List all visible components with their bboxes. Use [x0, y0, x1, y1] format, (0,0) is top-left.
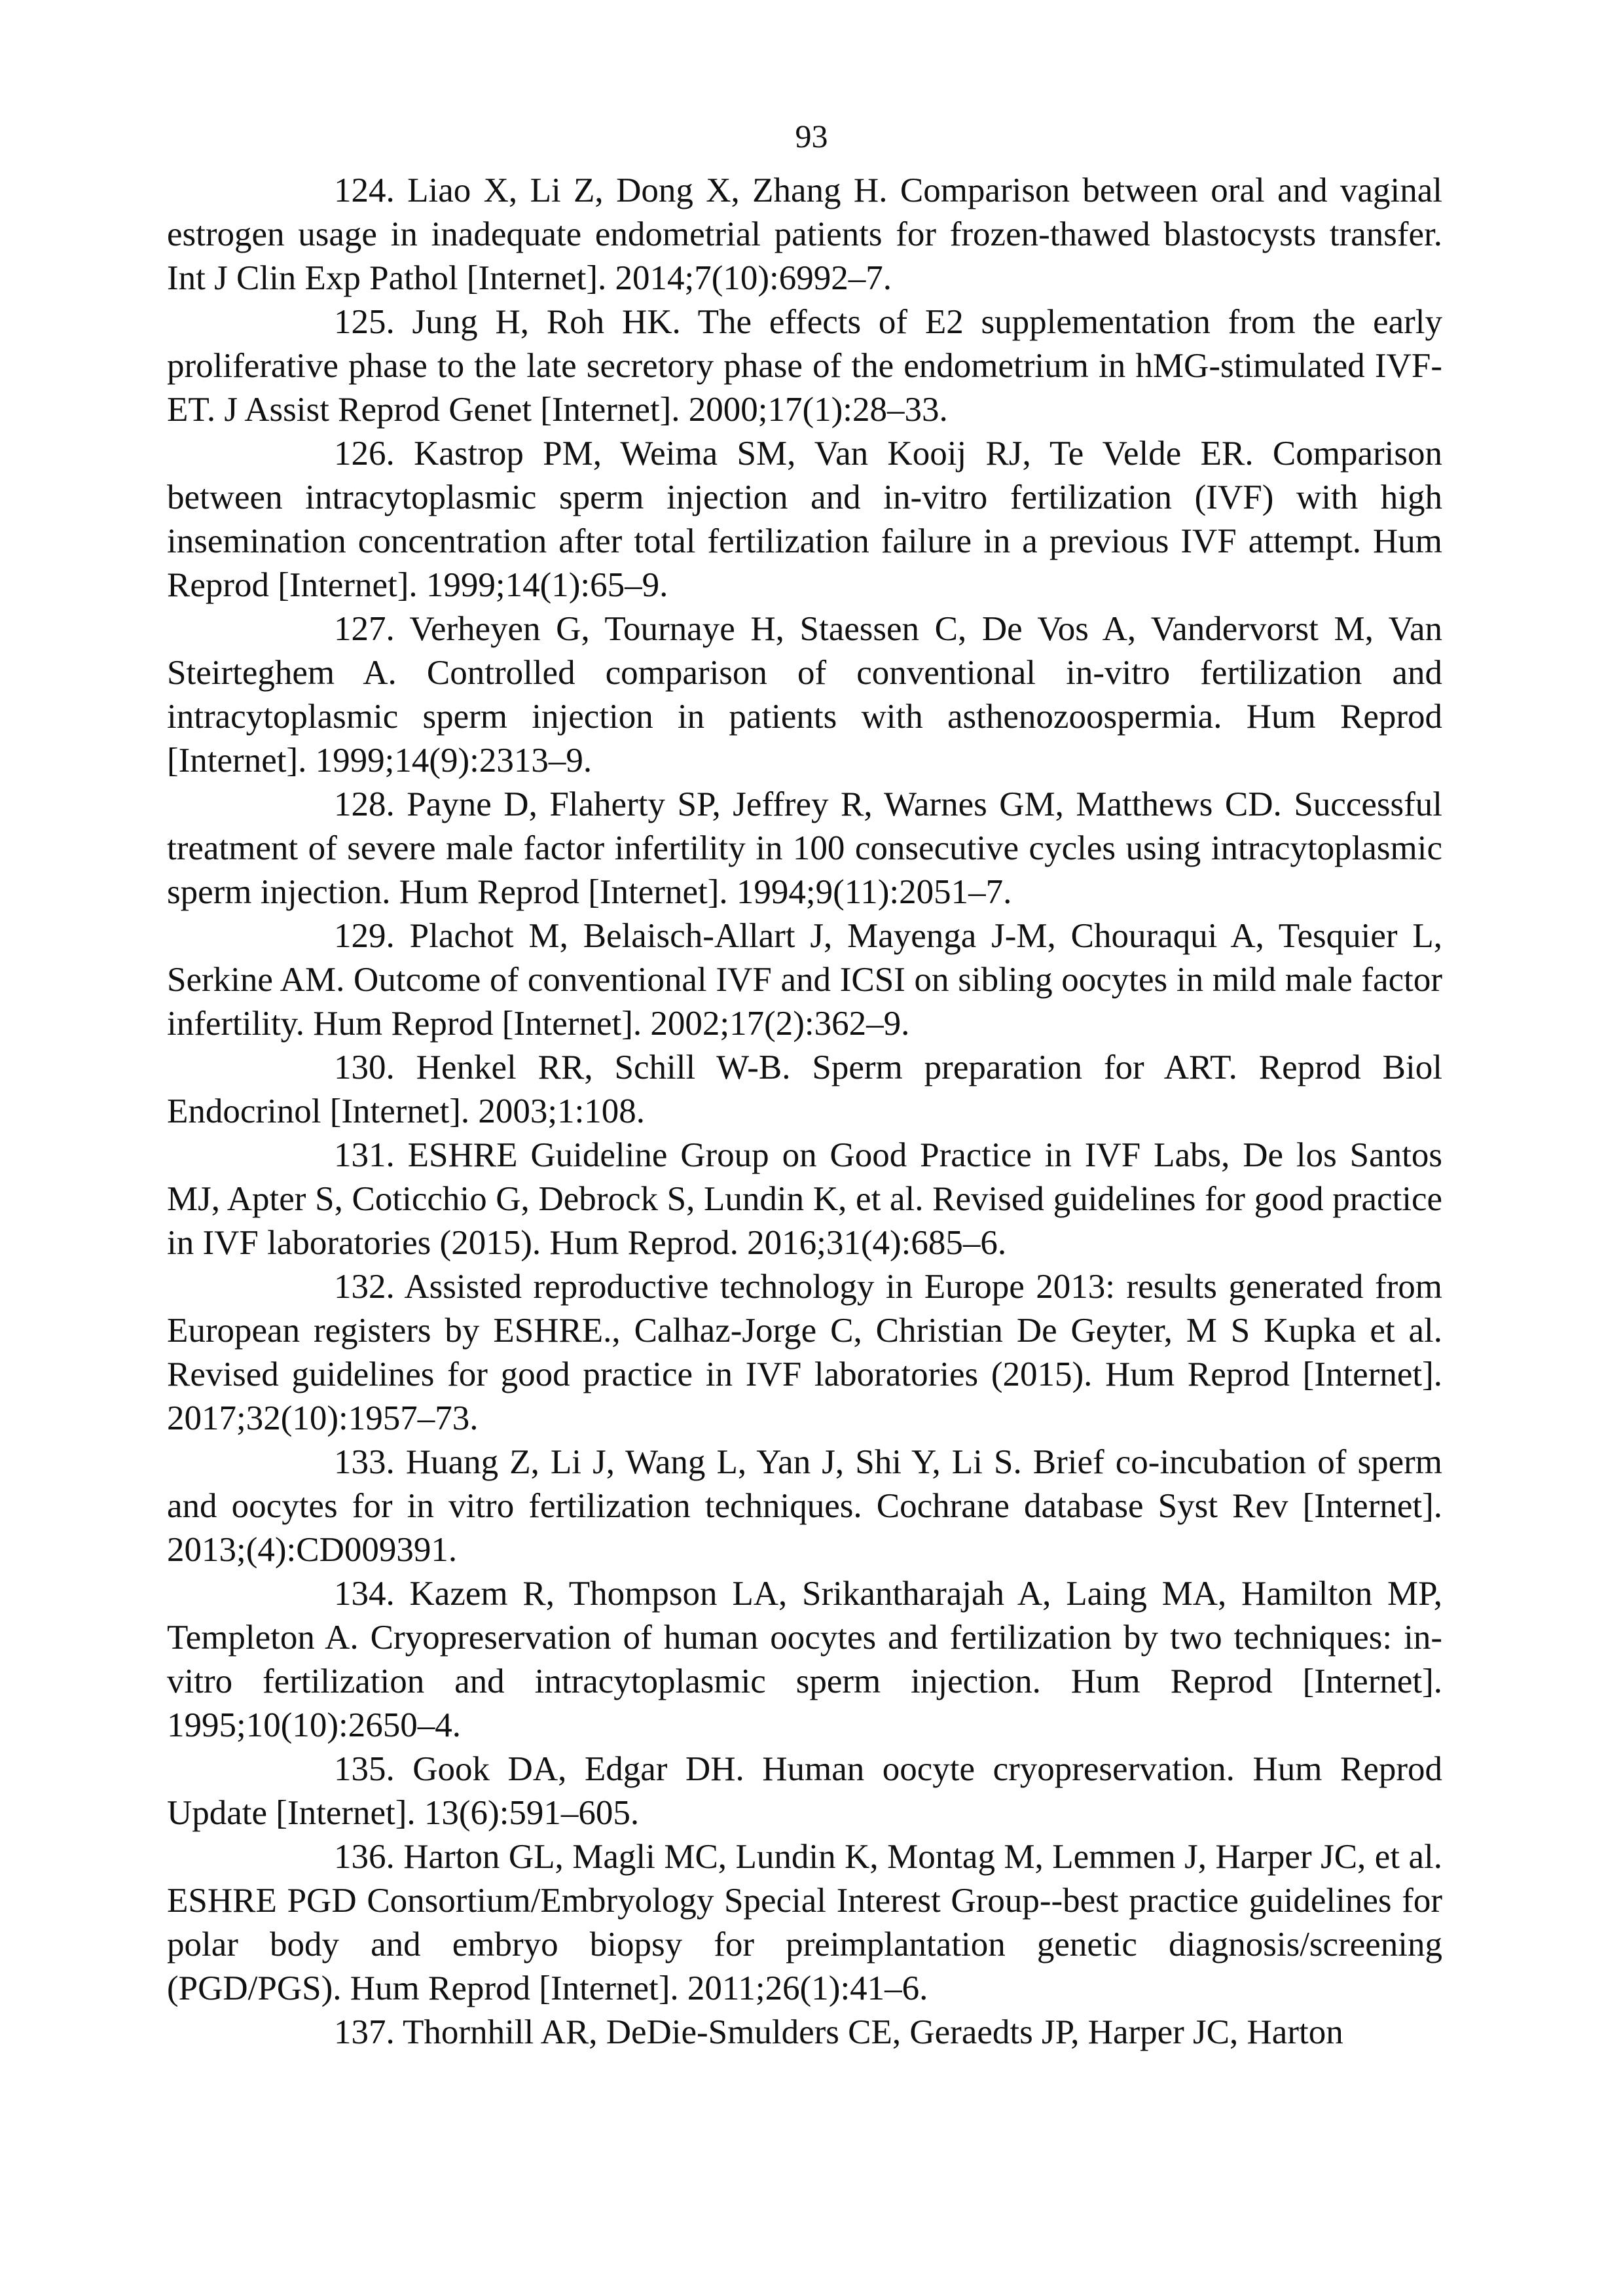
- reference-item: 126. Kastrop PM, Weima SM, Van Kooij RJ, Te Velde ER. Comparison between intracytoplasmic sperm injection and in-vitro fertilization (IVF) with high insemination concentration after total fertilization failure in a previous IVF attempt. Hum Reprod [Internet]. 1999;14(1):65–9.: [167, 435, 1442, 604]
- reference-item: 129. Plachot M, Belaisch-Allart J, Mayenga J-M, Chouraqui A, Tesquier L, Serkine AM. Outcome of conventional IVF and ICSI on sibling oocytes in mild male factor infertility. Hum Reprod [Internet]. 2002;17(2):362–9.: [167, 917, 1442, 1043]
- reference-item: 124. Liao X, Li Z, Dong X, Zhang H. Comparison between oral and vaginal estrogen usage in inadequate endometrial patients for frozen-thawed blastocysts transfer. Int J Clin Exp Pathol [Internet]. 2014;7(10):6992–7.: [167, 171, 1442, 297]
- reference-item: 125. Jung H, Roh HK. The effects of E2 supplementation from the early proliferative phase to the late secretory phase of the endometrium in hMG-stimulated IVF-ET. J Assist Reprod Genet [Internet]. 2000;17(1):28–33.: [167, 303, 1442, 429]
- reference-item: 127. Verheyen G, Tournaye H, Staessen C, De Vos A, Vandervorst M, Van Steirteghem A. Controlled comparison of conventional in-vitro fertilization and intracytoplasmic sperm injection in patients with asthenozoospermia. Hum Reprod [Internet]. 1999;14(9):2313–9.: [167, 610, 1442, 780]
- reference-item: 135. Gook DA, Edgar DH. Human oocyte cryopreservation. Hum Reprod Update [Internet]. 13(6):591–605.: [167, 1750, 1442, 1832]
- reference-item: 128. Payne D, Flaherty SP, Jeffrey R, Warnes GM, Matthews CD. Successful treatment of severe male factor infertility in 100 consecutive cycles using intracytoplasmic sperm injection. Hum Reprod [Internet]. 1994;9(11):2051–7.: [167, 785, 1442, 911]
- reference-item: 132. Assisted reproductive technology in Europe 2013: results generated from European registers by ESHRE., Calhaz-Jorge C, Christian De Geyter, M S Kupka et al. Revised guidelines for good practice in IVF laboratories (2015). Hum Reprod [Internet]. 2017;32(10):1957–73.: [167, 1268, 1442, 1437]
- page-number: 93: [795, 118, 828, 154]
- reference-item: 133. Huang Z, Li J, Wang L, Yan J, Shi Y, Li S. Brief co-incubation of sperm and oocytes for in vitro fertilization techniques. Cochrane database Syst Rev [Internet]. 2013;(4):CD009391.: [167, 1443, 1442, 1569]
- reference-item: 134. Kazem R, Thompson LA, Srikantharajah A, Laing MA, Hamilton MP, Templeton A. Cryopreservation of human oocytes and fertilization by two techniques: in-vitro fertilization and intracytoplasmic sperm injection. Hum Reprod [Internet]. 1995;10(10):2650–4.: [167, 1575, 1442, 1744]
- reference-item: 136. Harton GL, Magli MC, Lundin K, Montag M, Lemmen J, Harper JC, et al. ESHRE PGD Consortium/Embryology Special Interest Group--best practice guidelines for polar body and embryo biopsy for preimplantation genetic diagnosis/screening (PGD/PGS). Hum Reprod [Internet]. 2011;26(1):41–6.: [167, 1838, 1442, 2007]
- reference-list: [167, 169, 1442, 2054]
- reference-item: 131. ESHRE Guideline Group on Good Practice in IVF Labs, De los Santos MJ, Apter S, Coticchio G, Debrock S, Lundin K, et al. Revised guidelines for good practice in IVF laboratories (2015). Hum Reprod. 2016;31(4):685–6.: [167, 1136, 1442, 1262]
- reference-item: 137. Thornhill AR, DeDie-Smulders CE, Geraedts JP, Harper JC, Harton: [334, 2013, 1343, 2051]
- reference-item: 130. Henkel RR, Schill W-B. Sperm preparation for ART. Reprod Biol Endocrinol [Internet]. 2003;1:108.: [167, 1049, 1442, 1130]
